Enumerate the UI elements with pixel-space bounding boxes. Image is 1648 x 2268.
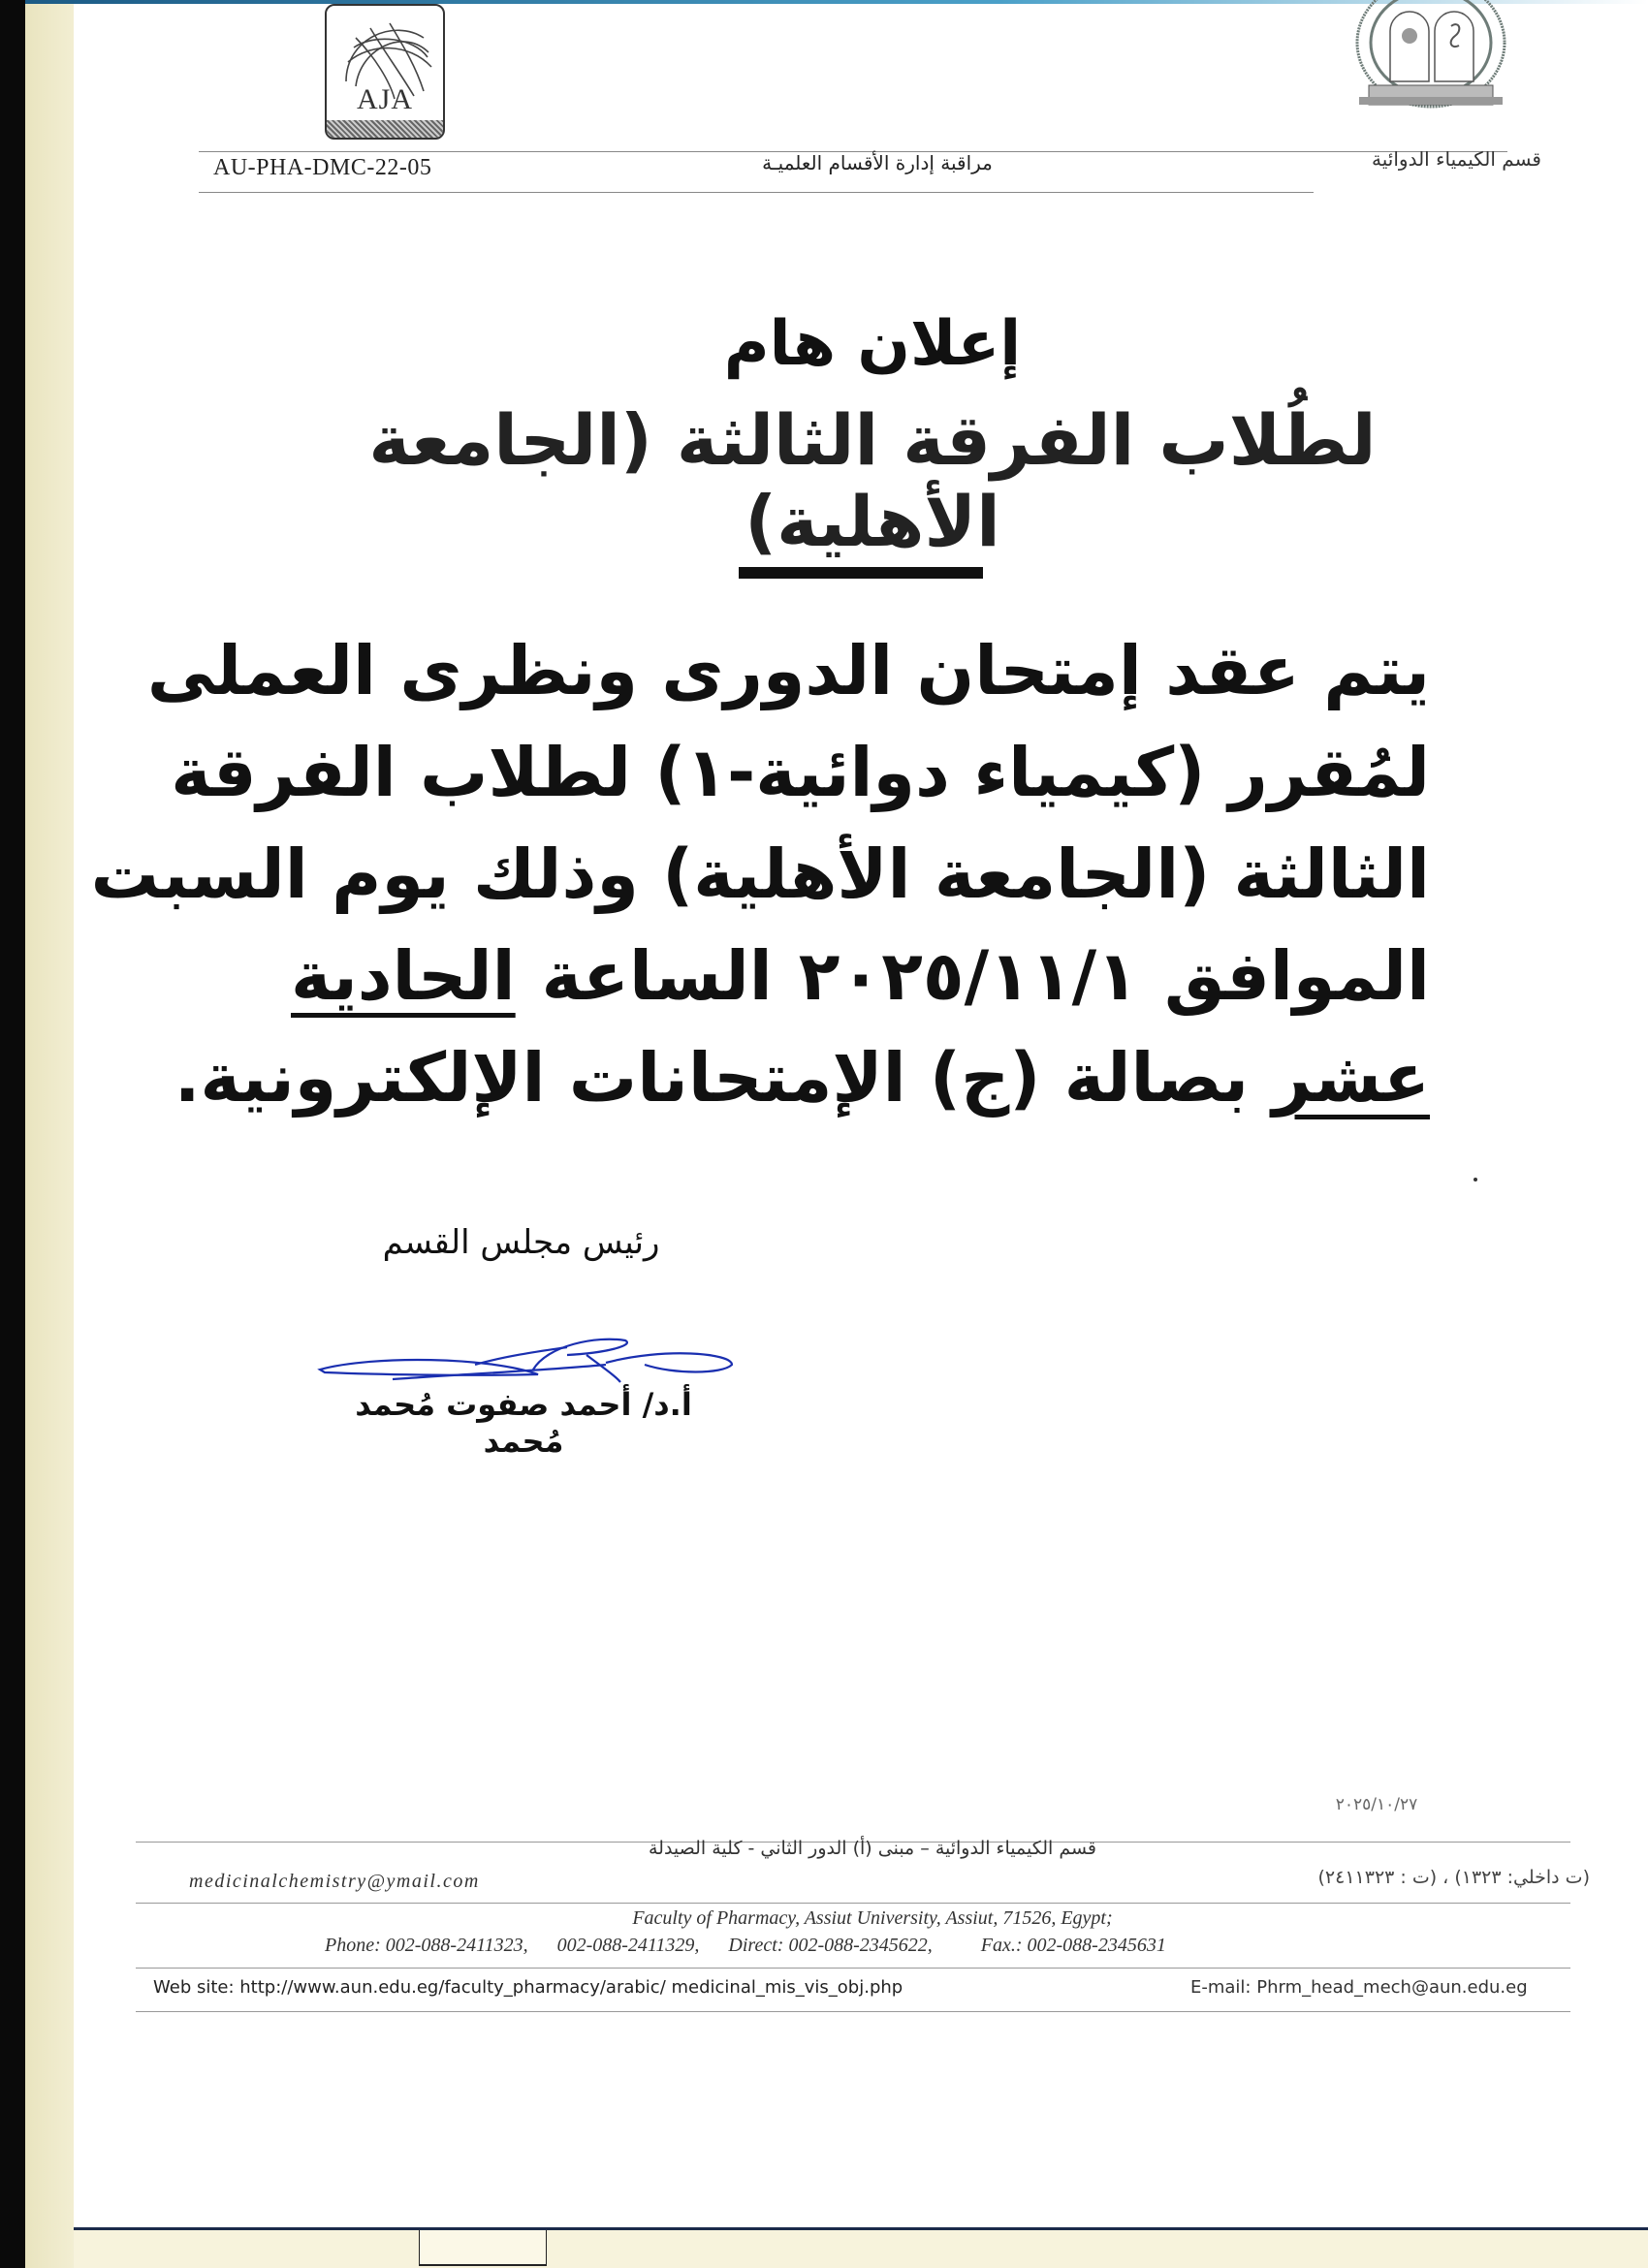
scan-bottom-tab: [419, 2229, 547, 2266]
body-line-3: الثالثة (الجامعة الأهلية) وذلك يوم السبت: [90, 835, 1430, 914]
venue-text: بصالة (ج) الإمتحانات الإلكترونية.: [174, 1038, 1273, 1118]
footer-phones: Phone: 002-088-2411323, 002-088-2411329, Direct: 002-088-2345622, Fax.: 002-088-2345631: [325, 1935, 1166, 1956]
university-seal-icon: [1349, 0, 1512, 128]
footer-rule-4: [136, 2011, 1570, 2012]
footer-email-link[interactable]: E-mail: Phrm_head_mech@aun.edu.eg: [1190, 1977, 1528, 1998]
aja-logo: [325, 4, 445, 140]
document-date: ٢٠٢٥/١٠/٢٧: [1335, 1795, 1418, 1814]
body-line-4: [291, 926, 1430, 1027]
underlined-hour: الحادية: [291, 936, 516, 1016]
aja-logo-text: AJA: [356, 83, 413, 115]
body-line-1: يتم عقد إمتحان الدورى ونظرى العملى: [146, 631, 1430, 710]
header-center-text: مراقبة إدارة الأقسام العلميـة: [762, 151, 993, 174]
announcement-title: إعلان هام: [723, 308, 1022, 380]
body-line-5: [174, 1027, 1430, 1129]
footer-address-english: Faculty of Pharmacy, Assiut University, Assiut, 71526, Egypt;: [632, 1907, 1113, 1929]
handwritten-signature: [315, 1336, 742, 1394]
body-line-2: لمُقرر (كيمياء دوائية-١) لطلاب الفرقة: [171, 733, 1430, 812]
header-bottom-rule: [199, 192, 1314, 193]
scan-left-black-edge: [0, 0, 25, 2268]
department-name: قسم الكيمياء الدوائية: [1372, 147, 1541, 171]
footer-rule-2: [136, 1903, 1570, 1904]
footer-website-link[interactable]: Web site: http://www.aun.edu.eg/faculty_pharmacy/arabic/ medicinal_mis_vis_obj.php: [153, 1977, 903, 1998]
logo-band: [327, 120, 443, 138]
signatory-name: أ.د/ أحمد صفوت مُحمد مُحمد: [355, 1386, 692, 1460]
signature-title: رئيس مجلس القسم: [382, 1223, 660, 1262]
date-time-text: الموافق ٢٠٢٥/١١/١ الساعة: [515, 936, 1430, 1016]
document-code: AU-PHA-DMC-22-05: [213, 155, 432, 180]
footer-rule-3: [136, 1968, 1570, 1969]
announcement-body: [90, 620, 1430, 1129]
announcement-subtitle: لطُلاب الفرقة الثالثة (الجامعة الأهلية): [368, 399, 1377, 562]
footer-email-ymail[interactable]: medicinalchemistry@ymail.com: [189, 1871, 480, 1892]
footer-address-arabic: قسم الكيمياء الدوائية – مبنى (أ) الدور الثاني - كلية الصيدلة: [648, 1838, 1097, 1859]
scan-speck: [1474, 1178, 1477, 1181]
scan-bottom-background: [74, 2229, 1648, 2268]
underlined-hour-cont: عشر: [1272, 1038, 1430, 1118]
title-divider: [739, 567, 983, 579]
footer-phone-arabic: (ت داخلي: ١٣٢٣) ، (ت : ٢٤١١٣٢٣): [1317, 1867, 1590, 1888]
